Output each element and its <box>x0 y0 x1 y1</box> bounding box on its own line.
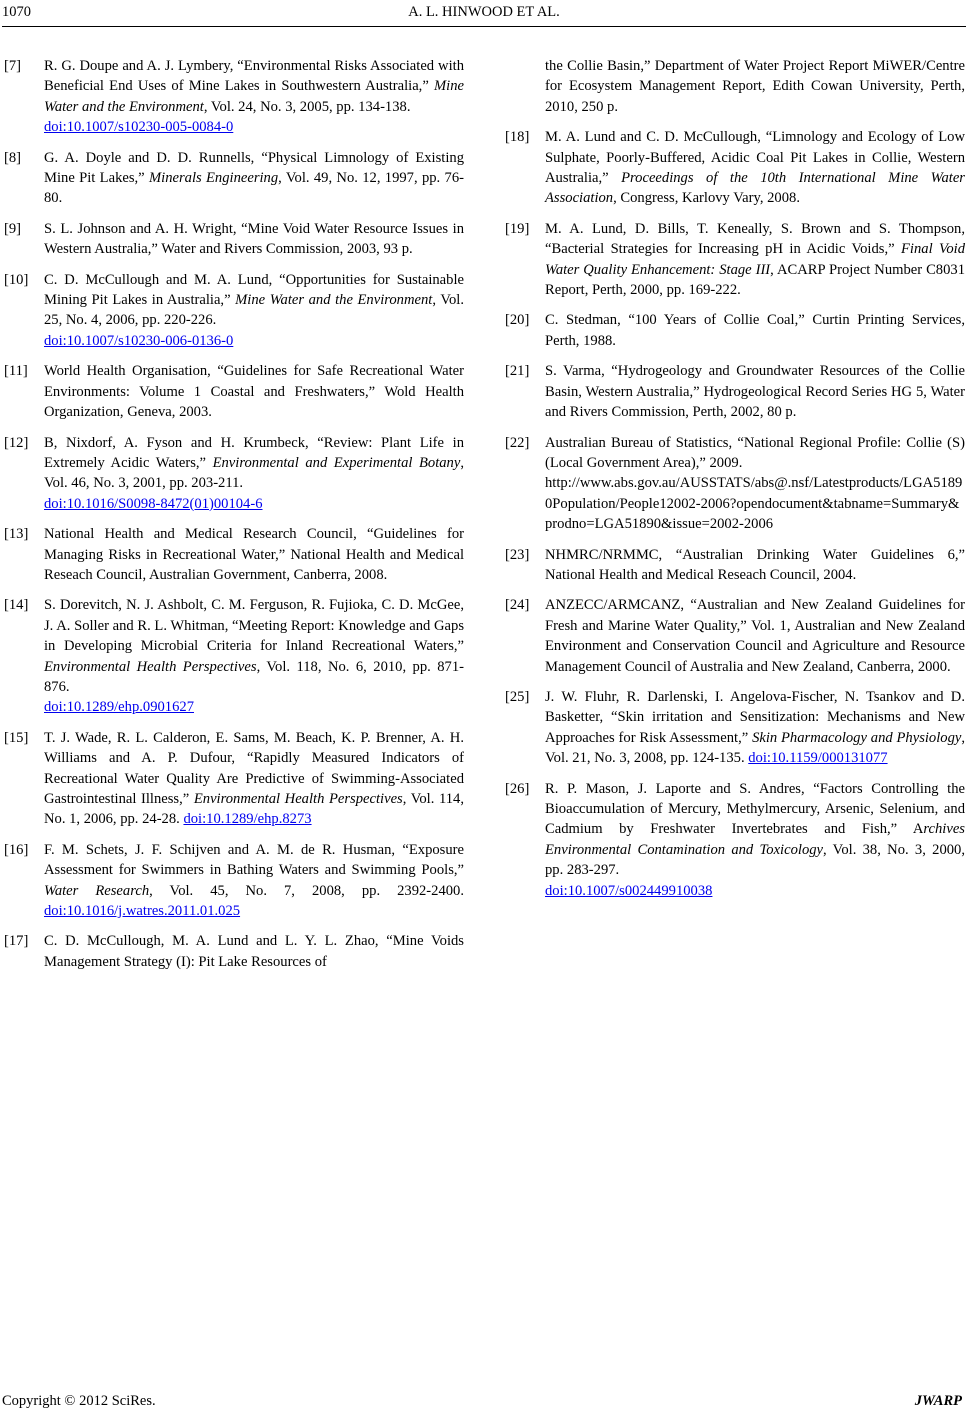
journal-name: JWARP <box>914 1393 962 1409</box>
page-number: 1070 <box>2 4 31 20</box>
page-header <box>2 4 966 26</box>
reference-details: , Vol. 38, No. 3, 2000, pp. 283-297. <box>545 841 965 879</box>
reference-source-title: Mine Water and the Environment <box>235 292 433 309</box>
reference-number: [14] <box>4 597 29 614</box>
running-title: A. L. HINWOOD ET AL. <box>408 4 560 20</box>
reference-number: [11] <box>4 363 28 380</box>
reference-item <box>4 433 464 515</box>
reference-item <box>4 840 464 922</box>
reference-text: T. J. Wade, R. L. Calderon, E. Sams, M. Beach, K. P. Brenner, A. H. Williams and A. P. Dufour, “Rapidly Measured Indicators of Recreational Water Quality Are Predictive of Swimming-Associated Gastrointestinal Illness,” <box>44 729 464 807</box>
reference-text: J. W. Fluhr, R. Darlenski, I. Angelova-Fischer, N. Tsankov and D. Basketter, “Skin irritation and Sensitization: Mechanisms and New Approaches for Risk Assessment,” <box>545 688 965 746</box>
reference-text: G. A. Doyle and D. D. Runnells, “Physical Limnology of Existing Mine Pit Lakes,” <box>44 149 464 187</box>
reference-text: S. L. Johnson and A. H. Wright, “Mine Void Water Resource Issues in Western Australia,” Water and Rivers Commission, 2003, 93 p. <box>44 220 464 258</box>
reference-source-title: rchives Environmental Contamination and Toxicology <box>545 821 965 858</box>
reference-details: , ACARP Project Number C8031 Report, Perth, 2000, pp. 169-222. <box>545 261 965 299</box>
doi-link[interactable]: doi:10.1016/S0098-8472(01)00104-6 <box>44 495 263 512</box>
reference-text: C. Stedman, “100 Years of Collie Coal,” Curtin Printing Services, Perth, 1988. <box>545 312 965 349</box>
reference-number: [15] <box>4 729 29 746</box>
reference-details: , Vol. 46, No. 3, 2001, pp. 203-211. <box>44 454 464 492</box>
reference-text: C. D. McCullough, M. A. Lund and L. Y. L. Zhao, “Mine Voids Management Strategy (I): Pit Lake Resources of <box>44 933 464 970</box>
doi-link[interactable]: doi:10.1016/j.watres.2011.01.025 <box>44 903 241 920</box>
references-right-column <box>505 56 965 911</box>
reference-item <box>4 270 464 352</box>
reference-number: [12] <box>4 434 29 451</box>
reference-text: R. P. Mason, J. Laporte and S. Andres, “Factors Controlling the Bioaccumulation of Mercury, Methylmercury, Arsenic, Selenium, and Cadmium by Freshwater Invertebrates and Fish,” A <box>545 780 965 838</box>
reference-source-title: Mine Water and the Environment <box>44 78 464 115</box>
reference-text: F. M. Schets, J. F. Schijven and A. M. de R. Husman, “Exposure Assessment for Swimmers in Bathing Waters and Swimming Pools,” <box>44 841 464 879</box>
reference-item <box>4 524 464 585</box>
reference-details: , Vol. 45, No. 7, 2008, pp. 2392-2400. <box>149 882 465 899</box>
reference-details: , Vol. 21, No. 3, 2008, pp. 124-135. <box>545 729 966 767</box>
reference-number: [13] <box>4 526 29 543</box>
reference-item <box>505 545 965 586</box>
reference-item <box>4 148 464 209</box>
reference-details: , Vol. 49, No. 12, 1997, pp. 76-80. <box>44 170 464 207</box>
doi-link[interactable]: doi:10.1007/s10230-006-0136-0 <box>44 332 234 349</box>
reference-text: S. Dorevitch, N. J. Ashbolt, C. M. Ferguson, R. Fujioka, C. D. McGee, J. A. Soller and R. L. Whitman, “Meeting Report: Knowledge and Gaps in Developing Microbial Criteria for Inland Recreational Waters,” <box>44 597 464 655</box>
reference-item <box>505 595 965 677</box>
doi-link[interactable]: doi:10.1007/s002449910038 <box>545 882 713 899</box>
reference-text: M. A. Lund, D. Bills, T. Keneally, S. Brown and S. Thompson, “Bacterial Strategies for Increasing pH in Acidic Voids,” <box>545 220 965 258</box>
doi-link[interactable]: doi:10.1007/s10230-005-0084-0 <box>44 119 234 136</box>
reference-text: M. A. Lund and C. D. McCullough, “Limnology and Ecology of Low Sulphate, Poorly-Buffered, Acidic Coal Pit Lakes in Collie, Western Australia,” <box>545 129 965 187</box>
reference-details: , Vol. 114, No. 1, 2006, pp. 24-28. <box>44 791 464 828</box>
reference-text: ANZECC/ARMCANZ, “Australian and New Zealand Guidelines for Fresh and Marine Water Quality,” Vol. 1, Australian and New Zealand Environment and Conservation Council and Agriculture and Resource Management Council of Australia and New Zealand, Canberra, 2000. <box>545 597 965 675</box>
doi-link[interactable]: doi:10.1289/ehp.0901627 <box>44 699 194 716</box>
reference-item <box>505 779 965 901</box>
reference-text: the Collie Basin,” Department of Water Project Report MiWER/Centre for Ecosystem Management Report, Edith Cowan University, Perth, 2010, 250 p. <box>545 58 965 115</box>
reference-item <box>4 361 464 422</box>
reference-text: B, Nixdorf, A. Fyson and H. Krumbeck, “Review: Plant Life in Extremely Acidic Waters,” <box>44 434 464 471</box>
reference-text: NHMRC/NRMMC, “Australian Drinking Water Guidelines 6,” National Health and Medical Reseach Council, 2004. <box>545 546 965 583</box>
reference-text: S. Varma, “Hydrogeology and Groundwater Resources of the Collie Basin, Western Australia,” Hydrogeological Record Series HG 5, Water and Rivers Commission, Perth, 2002, 80 p. <box>545 363 965 421</box>
reference-number: [21] <box>505 363 530 380</box>
reference-number: [8] <box>4 149 22 166</box>
reference-details: , Congress, Karlovy Vary, 2008. <box>613 190 800 207</box>
reference-source-title: Environmental Health Perspectives <box>44 658 257 675</box>
reference-item <box>505 219 965 301</box>
reference-details: , Vol. 25, No. 4, 2006, pp. 220-226. <box>44 292 464 329</box>
doi-link[interactable]: doi:10.1159/000131077 <box>748 750 888 767</box>
reference-item <box>505 127 965 209</box>
copyright: Copyright © 2012 SciRes. <box>2 1393 156 1409</box>
reference-number: [25] <box>505 688 530 705</box>
reference-number: [17] <box>4 933 29 950</box>
reference-number: [9] <box>4 220 22 237</box>
reference-url[interactable]: http://www.abs.gov.au/AUSSTATS/abs@.nsf/Latestproducts/LGA51890Population/People12002-2006?opendocument&tabname=Summary&prodno=LGA51890&issue=2002-2006 <box>545 475 963 533</box>
reference-text: R. G. Doupe and A. J. Lymbery, “Environmental Risks Associated with Beneficial End Uses of Mine Lakes in Southwestern Australia,” <box>44 58 464 95</box>
reference-item <box>505 687 965 769</box>
reference-number: [18] <box>505 129 530 146</box>
reference-item <box>4 56 464 138</box>
reference-number: [16] <box>4 841 29 858</box>
reference-text: C. D. McCullough and M. A. Lund, “Opportunities for Sustainable Mining Pit Lakes in Australia,” <box>44 271 464 309</box>
reference-source-title: Environmental and Experimental Botany <box>212 454 461 471</box>
reference-number: [23] <box>505 546 530 563</box>
reference-item <box>505 56 965 117</box>
reference-source-title: Minerals Engineering <box>148 170 279 187</box>
page-footer <box>2 1390 962 1410</box>
reference-text: Australian Bureau of Statistics, “National Regional Profile: Collie (S) (Local Government Area),” 2009. <box>545 434 965 471</box>
reference-number: [10] <box>4 271 29 288</box>
references-left-column <box>4 56 464 982</box>
reference-text: World Health Organisation, “Guidelines for Safe Recreational Water Environments: Volume 1 Coastal and Freshwaters,” Wold Health Organization, Geneva, 2003. <box>44 363 464 421</box>
reference-number: [22] <box>505 434 530 451</box>
reference-item <box>4 219 464 260</box>
reference-source-title: Environmental Health Perspectives <box>193 791 403 807</box>
reference-item <box>505 361 965 422</box>
doi-link[interactable]: doi:10.1289/ehp.8273 <box>183 811 312 828</box>
reference-item <box>4 595 464 717</box>
reference-number: [19] <box>505 220 530 237</box>
reference-text: National Health and Medical Research Council, “Guidelines for Managing Risks in Recreational Water,” National Health and Medical Reseach Council, Australian Government, Canberra, 2008. <box>44 526 464 583</box>
header-rule <box>2 26 966 27</box>
reference-number: [26] <box>505 780 530 797</box>
reference-item <box>4 931 464 972</box>
reference-details: , Vol. 118, No. 6, 2010, pp. 871-876. <box>44 658 464 695</box>
reference-number: [20] <box>505 312 530 329</box>
reference-item <box>505 310 965 351</box>
reference-details: , Vol. 24, No. 3, 2005, pp. 134-138. <box>203 98 411 115</box>
reference-number: [24] <box>505 597 530 614</box>
reference-source-title: Proceedings of the 10th International Mine Water Association <box>545 170 965 207</box>
reference-number: [7] <box>4 58 22 74</box>
reference-source-title: Water Research <box>44 882 150 899</box>
reference-source-title: Final Void Water Quality Enhancement: Stage III <box>545 241 965 278</box>
reference-item <box>505 433 965 535</box>
reference-source-title: Skin Pharmacology and Physiology <box>752 729 962 746</box>
reference-item <box>4 728 464 830</box>
